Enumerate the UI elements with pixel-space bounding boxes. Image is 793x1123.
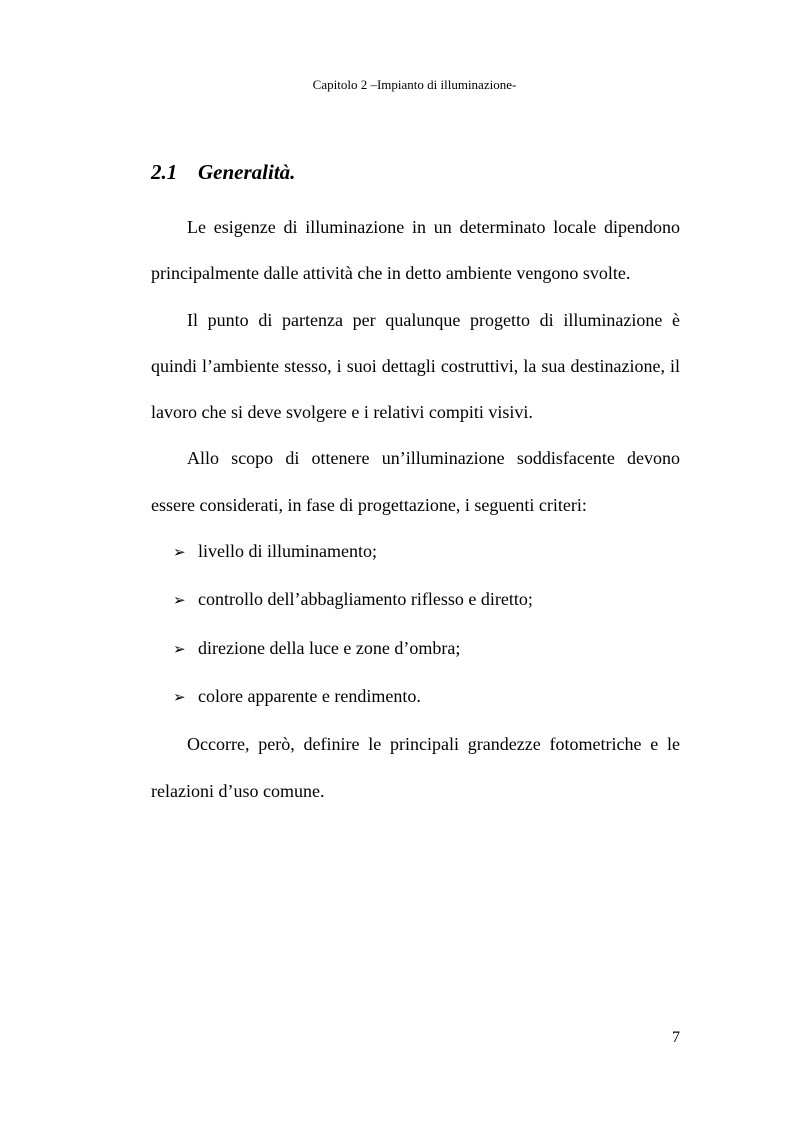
list-item-text: controllo dell’abbagliamento riflesso e diretto; [198,589,533,610]
running-header: Capitolo 2 –Impianto di illuminazione- [312,77,517,92]
paragraph: Le esigenze di illuminazione in un determinato locale dipendono principalmente dalle attività che in detto ambiente vengono svolte. [151,217,680,284]
page-number: 7 [672,1029,680,1046]
list-item [173,625,680,673]
arrow-bullet-icon: ➢ [173,545,186,562]
criteria-list [151,528,680,721]
list-item [173,528,680,576]
section-number: 2.1 [151,160,178,184]
list-item-text: direzione della luce e zone d’ombra; [198,637,461,658]
section-title: Generalità. [198,160,296,184]
section-heading [151,158,295,186]
list-item-text: livello di illuminamento; [198,541,377,562]
arrow-bullet-icon: ➢ [173,641,186,658]
closing-paragraph: Occorre, però, definire le principali grandezze fotometriche e le relazioni d’uso comune. [151,734,680,801]
list-item [173,576,680,624]
list-item [173,673,680,721]
paragraph: Il punto di partenza per qualunque progetto di illuminazione è quindi l’ambiente stesso, i suoi dettagli costruttivi, la sua destinazione, il lavoro che si deve svolgere e i relativi compiti visivi. [151,309,680,423]
list-item-text: colore apparente e rendimento. [198,685,421,706]
body-text [151,204,680,814]
paragraph: Allo scopo di ottenere un’illuminazione soddisfacente devono essere considerati, in fase di progettazione, i seguenti criteri: [151,448,680,515]
arrow-bullet-icon: ➢ [173,689,186,706]
arrow-bullet-icon: ➢ [173,593,186,610]
